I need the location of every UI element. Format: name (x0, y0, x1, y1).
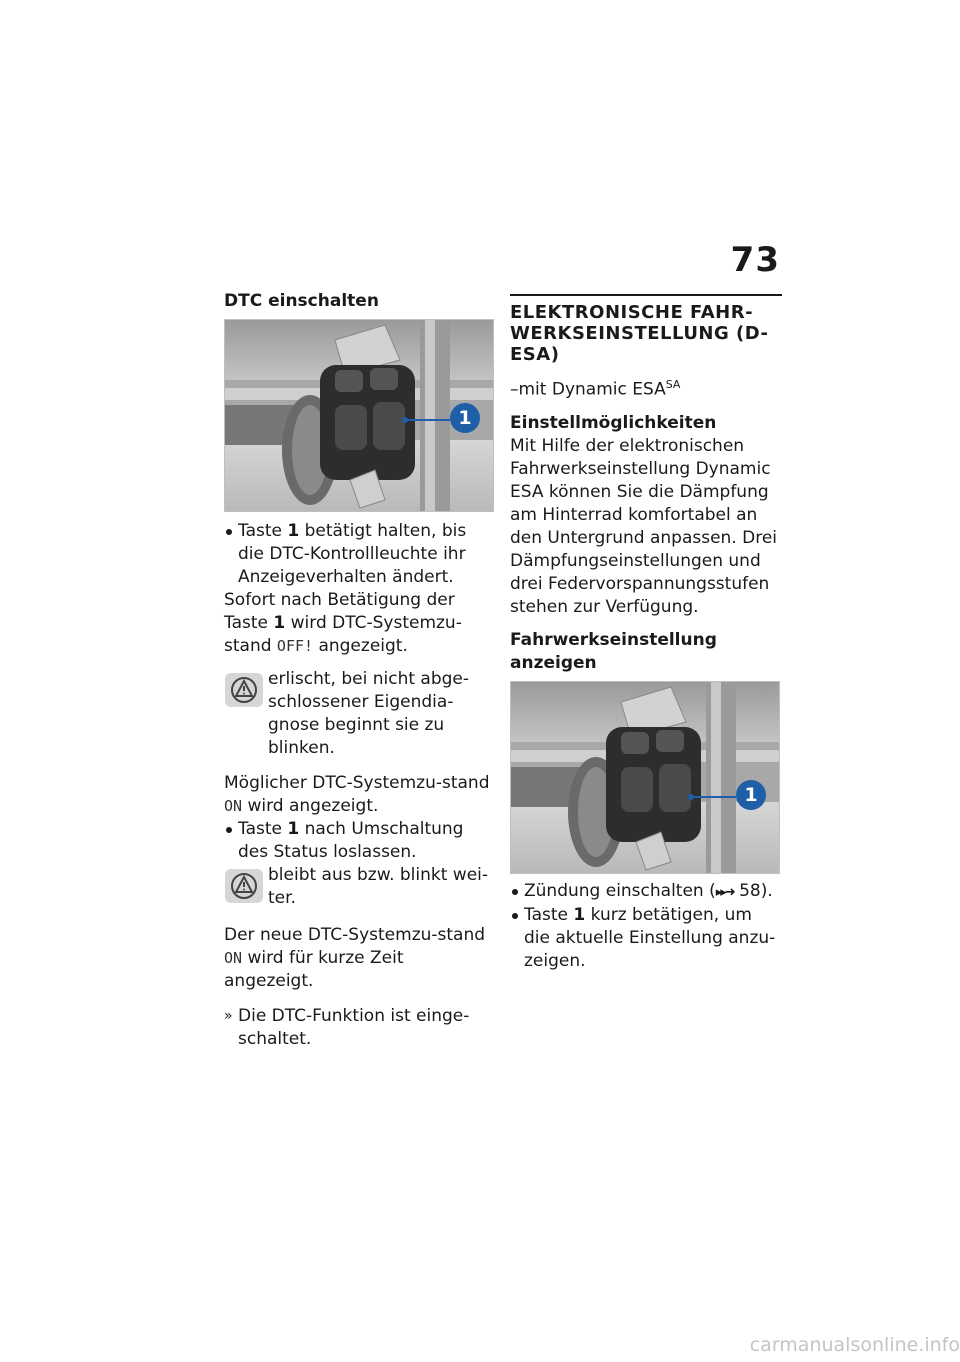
step-text: Taste (238, 819, 288, 839)
page-reference-arrow-icon: ▸▸➜ (715, 884, 734, 900)
figure-callout-1: 1 (458, 407, 472, 429)
warning-text: erlischt, bei nicht abge-schlossener Eigendia-gnose beginnt sie zu blinken. (268, 669, 470, 758)
button-ref: 1 (573, 904, 586, 925)
option-text: –mit Dynamic ESA (510, 379, 666, 400)
warning-text: bleibt aus bzw. blinkt wei-ter. (268, 865, 489, 908)
step-text: kurz betätigen, um die aktuelle Einstellung anzu-zeigen. (524, 904, 776, 971)
right-column (510, 290, 782, 973)
left-column (224, 290, 496, 1051)
warning-light-icon (224, 868, 264, 904)
warning-light-icon (224, 672, 264, 708)
figure-callout-1: 1 (744, 783, 758, 806)
para-text: angezeigt. (313, 636, 408, 656)
subheading-options: Einstellmöglichkeiten (510, 412, 717, 433)
para-text: wird für kurze Zeit angezeigt. (224, 948, 404, 991)
handlebar-switch-illustration (511, 682, 780, 874)
option-note (510, 373, 782, 402)
para-text: wird DTC-Systemzu-stand (224, 613, 462, 656)
button-ref: 1 (273, 613, 286, 633)
result-marker: » (224, 1008, 233, 1024)
button-ref: 1 (287, 819, 300, 839)
handlebar-switch-figure-esa (510, 681, 780, 874)
result-dtc-on (224, 1005, 496, 1051)
paragraph-new-status (224, 924, 496, 993)
para-text: Möglicher DTC-Systemzu-stand (224, 773, 490, 793)
step-text: Taste (238, 521, 288, 541)
step-text: 58). (733, 880, 773, 901)
warning-note-1 (224, 668, 496, 760)
button-ref: 1 (287, 521, 300, 541)
section-heading-desa: ELEKTRONISCHE FAHR-WERKSEINSTELLUNG (D-ESA) (510, 294, 782, 365)
paragraph-on-possible (224, 772, 496, 818)
status-code-off: OFF! (276, 637, 314, 655)
handlebar-switch-figure-dtc (224, 319, 494, 512)
para-text: Sofort nach Betätigung der Taste (224, 590, 455, 633)
step-text: betätigt halten, bis die DTC-Kontrollleuchte ihr Anzeigeverhalten ändert. (238, 521, 467, 587)
step-text: Taste (524, 904, 574, 925)
watermark: carmanualsonline.info (749, 1334, 960, 1356)
step-hold-button (224, 520, 496, 589)
option-sup: SA (665, 378, 681, 391)
result-text: Die DTC-Funktion ist einge-schaltet. (238, 1006, 470, 1049)
paragraph-off-status (224, 589, 496, 658)
section-heading-dtc: DTC einschalten (224, 291, 379, 311)
step-ignition-on (510, 880, 782, 904)
step-release-button (224, 818, 496, 864)
warning-note-2 (224, 864, 496, 910)
para-text: Der neue DTC-Systemzu-stand (224, 925, 486, 945)
page-number: 73 (730, 240, 780, 280)
status-code-on: ON (224, 797, 243, 815)
status-code-on: ON (224, 949, 243, 967)
subheading-show-setting: Fahrwerkseinstellung anzeigen (510, 629, 717, 673)
para-text: wird angezeigt. (242, 796, 379, 816)
step-text: Zündung einschalten ( (524, 880, 716, 901)
step-text: nach Umschaltung des Status loslassen. (238, 819, 464, 862)
step-press-button (510, 904, 782, 973)
paragraph-desa-description: Mit Hilfe der elektronischen Fahrwerkseinstellung Dynamic ESA können Sie die Dämpfung am Hinterrad komfortabel an den Untergrund anpassen. Drei Dämpfungseinstellungen und drei Federvorspannungsstufen stehen zur Verfügung. (510, 435, 778, 617)
